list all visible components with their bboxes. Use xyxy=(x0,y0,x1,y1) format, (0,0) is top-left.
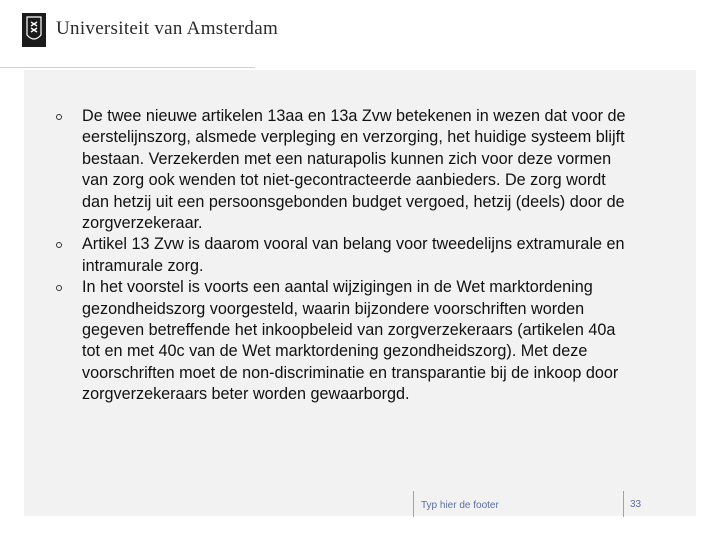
bullet-marker-icon xyxy=(56,285,62,291)
uva-crest-icon xyxy=(22,13,46,47)
bullet-marker-icon xyxy=(56,114,62,120)
university-name: Universiteit van Amsterdam xyxy=(56,18,279,39)
bullet-item xyxy=(56,234,636,277)
bullet-item xyxy=(56,277,636,405)
bullet-list xyxy=(56,106,636,406)
footer-divider-right xyxy=(623,491,624,517)
header-divider xyxy=(0,67,255,68)
bullet-item xyxy=(56,106,636,234)
footer-text: Typ hier de footer xyxy=(421,500,499,511)
footer-divider-left xyxy=(413,491,414,517)
bullet-marker-icon xyxy=(56,242,62,248)
page-number: 33 xyxy=(630,499,642,510)
bullet-text: Artikel 13 Zvw is daarom vooral van belang voor tweedelijns extramurale en intramurale zorg. xyxy=(82,235,625,275)
bullet-text: In het voorstel is voorts een aantal wijzigingen in de Wet marktordening gezondheidszorg voorgesteld, waarin bijzondere voorschriften worden gegeven betreffende het inkoopbeleid van zorgverzekeraars (artikelen 40a tot en met 40c van de Wet marktordening gezondheidszorg). Met deze voorschriften moet de non-discriminatie en transparantie bij de inkoop door zorgverzekeraars beter worden gewaarborgd. xyxy=(82,278,619,404)
slide-header xyxy=(0,0,720,68)
bullet-text: De twee nieuwe artikelen 13aa en 13a Zvw betekenen in wezen dat voor de eerstelijnszorg, alsmede verpleging en verzorging, het huidige systeem blijft bestaan. Verzekerden met een naturapolis kunnen zich voor deze vormen van zorg ook wenden tot niet-gecontracteerde aanbieders. De zorg wordt dan hetzij uit een persoonsgebonden budget vergoed, hetzij (deels) door de zorgverzekeraar. xyxy=(82,107,626,233)
